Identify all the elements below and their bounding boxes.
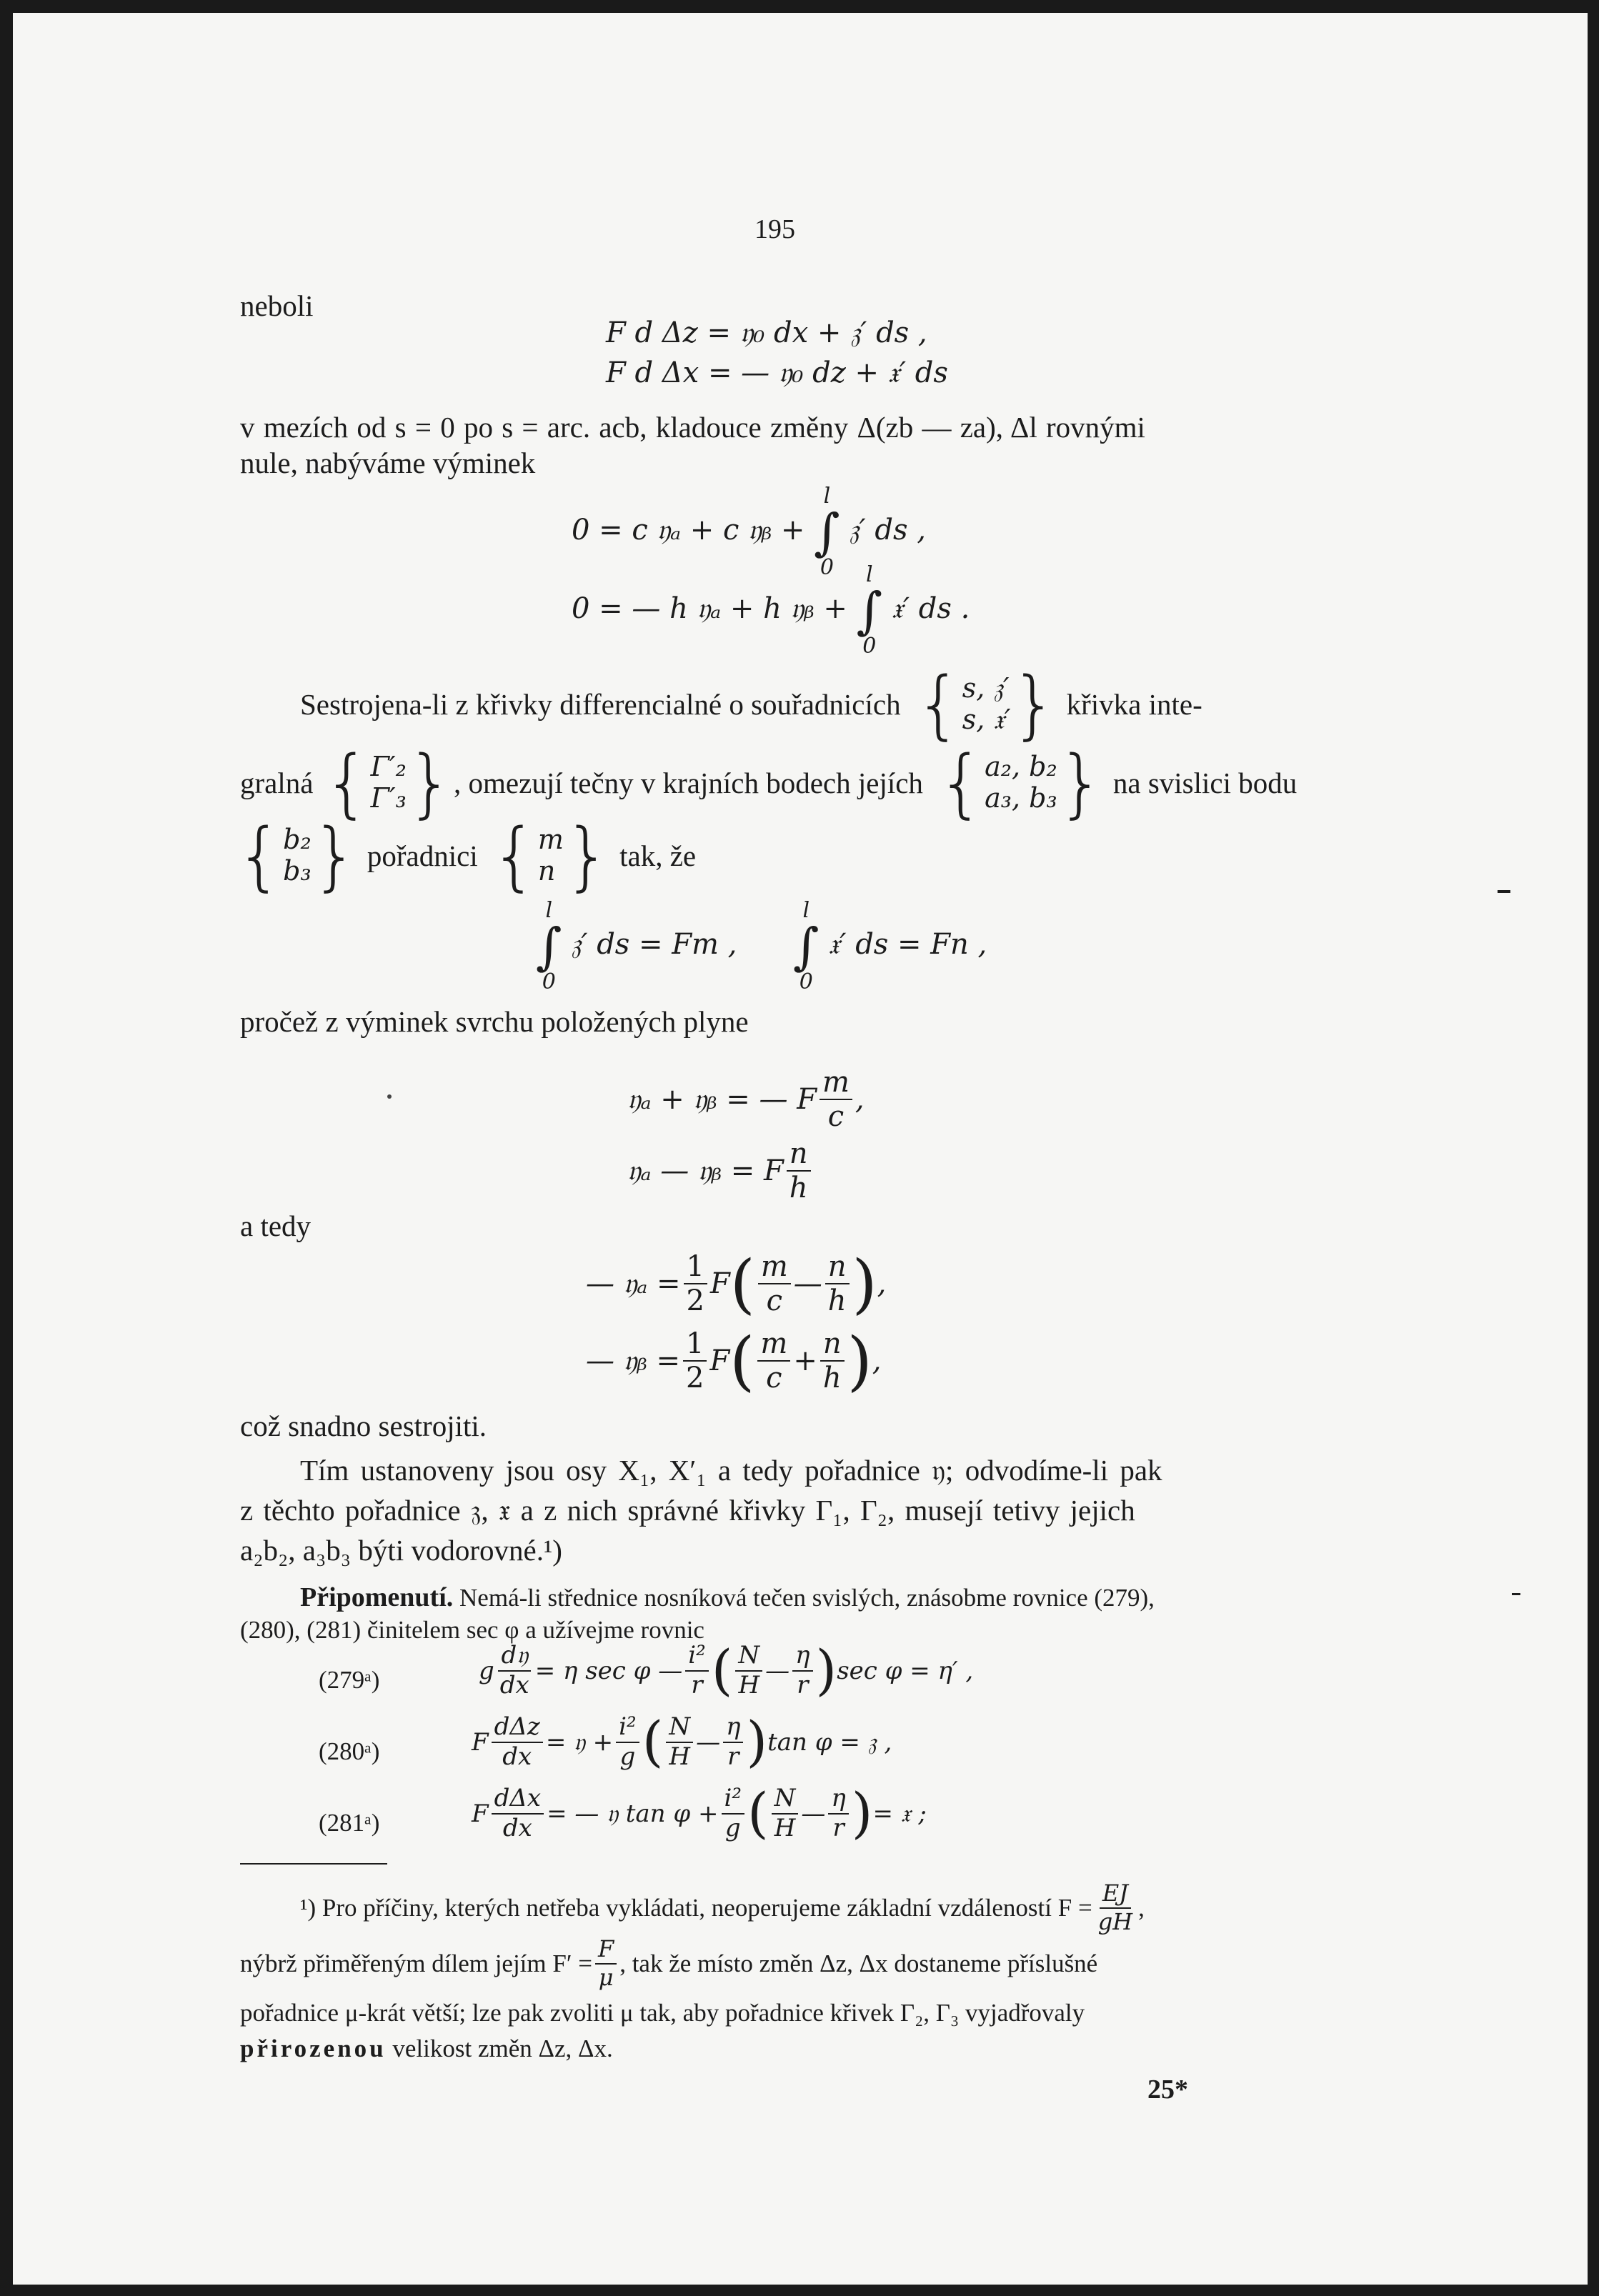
footnote-rule (240, 1863, 387, 1865)
equation-5a-right: 𝔷′ ds = Fm , (571, 928, 737, 961)
text-gralna-b: , omezují tečny v krajních bodech jejích (454, 766, 923, 799)
fraction (820, 1329, 845, 1393)
equation-3-left: 0 = c 𝔶ₐ + c 𝔶ᵦ + (572, 514, 815, 546)
fraction (497, 1643, 532, 1698)
equation-4-left: 0 = — h 𝔶ₐ + h 𝔶ᵦ + (572, 592, 857, 625)
text-a-tedy: a tedy (240, 1209, 312, 1242)
text-tim-line3: a₂b₂, a₃b₃ býti vodorovné.¹) (240, 1534, 562, 1567)
fraction-numerator: EJ (1100, 1882, 1131, 1909)
equation-281a-end: = 𝔵 ; (872, 1799, 927, 1828)
fraction-denominator: r (691, 1670, 703, 1699)
equation-4-right: 𝔵′ ds . (891, 592, 970, 625)
left-paren: ( (747, 1781, 769, 1845)
brace-row-1: m (537, 824, 564, 856)
operator: — (793, 1267, 822, 1300)
fraction (685, 1643, 709, 1698)
text-poradnici: pořadnici (367, 839, 478, 872)
brace-row-1: b₂ (283, 824, 312, 856)
integral-sign: ∫ (856, 582, 883, 640)
left-paren: ( (711, 1638, 733, 1702)
mn-stack (538, 824, 564, 887)
fraction-denominator: h (789, 1172, 808, 1204)
equation-279a (479, 1638, 974, 1702)
fraction (825, 1252, 850, 1316)
equation-6 (627, 1067, 865, 1132)
fraction-numerator: m (758, 1252, 791, 1284)
symbol-F: F (709, 1267, 730, 1300)
fraction (666, 1714, 693, 1770)
fraction-numerator: η (792, 1643, 812, 1672)
left-brace: { (937, 739, 985, 827)
equation-5a (536, 900, 737, 993)
fraction-denominator: H (774, 1813, 796, 1842)
fraction-half (683, 1329, 707, 1393)
equation-279a-end: sec φ = η′ , (837, 1656, 974, 1685)
fraction-numerator: η (828, 1786, 848, 1815)
fraction-numerator: 1 (684, 1252, 707, 1284)
brace-row-2: s, 𝔵′ (962, 704, 1011, 735)
integral-sign: ∫ (536, 917, 562, 976)
integral-lower-limit: 0 (820, 555, 834, 580)
footnote-line2-text-b: , tak že místo změn Δz, Δx dostaneme příslušné (619, 1949, 1098, 1977)
equation-7 (627, 1139, 814, 1203)
fraction-numerator: N (666, 1714, 693, 1743)
text-limits-line1: v mezích od s = 0 po s = arc. acb, kladouce změny Δ(zb — za), Δl rovnými (240, 411, 1145, 444)
fraction (595, 1937, 617, 1990)
fraction (772, 1786, 799, 1841)
left-paren: ( (642, 1709, 664, 1774)
equation-280a-mid: = 𝔶 + (545, 1727, 614, 1757)
footnote-line3: pořadnice μ-krát větší; lze pak zvoliti μ tak, aby pořadnice křivek Γ₂, Γ₃ vyjadřovaly (240, 1999, 1085, 2027)
text-tim-line1: Tím ustanoveny jsou osy X₁, X′₁ a tedy pořadnice 𝔶; odvodíme-li pak (300, 1454, 1162, 1487)
brace-row-2: a₃, b₃ (985, 782, 1057, 814)
fraction (758, 1252, 791, 1316)
equation-280a (472, 1709, 892, 1774)
fraction-denominator: 2 (686, 1284, 704, 1317)
fraction-numerator: N (772, 1786, 799, 1815)
fraction-denominator: dx (502, 1813, 532, 1842)
brace-row-2: Γ′₃ (370, 782, 407, 814)
operator-minus: — (696, 1727, 721, 1757)
left-paren: ( (729, 1323, 755, 1399)
comma: , (1138, 1893, 1145, 1922)
equation-3-right: 𝔷′ ds , (849, 514, 926, 546)
fraction-numerator: i² (685, 1643, 709, 1672)
text-construct-a: Sestrojena-li z křivky differencialné o souřadnicích (300, 687, 901, 721)
fraction-numerator: n (820, 1329, 845, 1362)
coordinate-stack (962, 673, 1011, 735)
integral-upper-limit: l (545, 898, 553, 923)
text-tak-ze: tak, že (619, 839, 697, 872)
text-pripom-line2: (280), (281) činitelem sec φ a užívejme rovnic (240, 1616, 704, 1644)
fraction-numerator: 1 (683, 1329, 707, 1362)
fraction (735, 1643, 762, 1698)
fraction-denominator: 2 (686, 1362, 704, 1394)
fraction-numerator: m (820, 1067, 852, 1100)
equation-281a-mid: = — 𝔶 tan φ + (547, 1799, 719, 1828)
page-number: 195 (754, 214, 795, 244)
fraction-denominator: μ (598, 1963, 614, 1991)
fraction-denominator: r (832, 1813, 845, 1842)
fraction-numerator: dΔx (492, 1786, 544, 1815)
symbol-F: F (709, 1344, 730, 1377)
edge-mark (1512, 1593, 1520, 1595)
edge-mark (1498, 890, 1510, 893)
right-brace: } (1010, 661, 1058, 748)
equation-8-left: — 𝔶ₐ = (586, 1267, 681, 1300)
fraction (828, 1786, 848, 1841)
brace-row-1: a₂, b₂ (985, 751, 1057, 783)
fraction-denominator: c (766, 1284, 783, 1317)
left-brace: { (323, 739, 371, 827)
footnote-emphasis: přirozenou (240, 2035, 387, 2062)
equation-7-left: 𝔶ₐ — 𝔶ᵦ = F (627, 1154, 784, 1187)
equation-280a-end: tan φ = 𝔷 , (767, 1727, 892, 1757)
points-stack (985, 752, 1057, 814)
right-paren: ) (852, 1246, 877, 1322)
equation-4 (572, 564, 970, 657)
brace-row-1: Γ′₂ (370, 751, 407, 783)
fraction-numerator: N (735, 1643, 762, 1672)
text-gralna-c: na svislici bodu (1112, 766, 1297, 799)
fraction-denominator: g (724, 1813, 741, 1842)
fraction-half (684, 1252, 707, 1316)
right-paren: ) (851, 1781, 873, 1845)
right-paren: ) (746, 1709, 768, 1774)
equation-280a-label: (280ᵃ) (319, 1737, 380, 1765)
fraction-numerator: dΔz (492, 1714, 543, 1743)
symbol-F: F (472, 1799, 489, 1828)
left-brace: { (490, 812, 538, 899)
equation-2: F d Δx = — 𝔶₀ dz + 𝔵′ ds (606, 356, 948, 389)
right-brace: } (1057, 739, 1105, 827)
footnote-line4-text: velikost změn Δz, Δx. (386, 2035, 613, 2062)
equation-9 (586, 1323, 882, 1399)
integral-sign: ∫ (793, 917, 820, 976)
fraction-numerator: η (723, 1714, 743, 1743)
text-tim-line2: z těchto pořadnice 𝔷, 𝔵 a z nich správné křivky Γ₁, Γ₂, musejí tetivy jejich (240, 1494, 1135, 1527)
text-limits-line2: nule, nabýváme výminek (240, 446, 536, 479)
fraction-numerator: F (595, 1937, 617, 1965)
brace-row-1: s, 𝔷′ (962, 672, 1010, 704)
symbol-g: g (479, 1656, 494, 1685)
signature-mark: 25* (1147, 2075, 1188, 2105)
fraction-numerator: n (787, 1139, 811, 1172)
brace-row-2: b₃ (283, 855, 312, 887)
footnote-line2-text-a: nýbrž přiměřeným dílem jejím F′ = (240, 1949, 592, 1977)
fraction-denominator: dx (502, 1742, 532, 1771)
gamma-stack (371, 752, 407, 814)
text-coz: což snadno sestrojiti. (240, 1409, 487, 1442)
fraction (787, 1139, 811, 1203)
fraction (820, 1067, 852, 1132)
integral-upper-limit: l (823, 484, 831, 509)
text-gralna-line (240, 739, 1297, 827)
footnote-line1-text: ¹) Pro příčiny, kterých netřeba vykládati, neoperujeme základní vzdáleností F = (300, 1893, 1092, 1922)
fraction (722, 1786, 745, 1841)
fraction (616, 1714, 639, 1770)
integral-lower-limit: 0 (799, 969, 813, 994)
right-paren: ) (815, 1638, 837, 1702)
brace-row-2: n (537, 855, 556, 887)
equation-5b-right: 𝔵′ ds = Fn , (828, 928, 987, 961)
left-paren: ( (729, 1246, 755, 1322)
right-paren: ) (847, 1323, 872, 1399)
remark-heading: Připomenutí. (300, 1582, 454, 1612)
fraction-numerator: d𝔶 (498, 1643, 531, 1672)
text-gralna-a: gralná (240, 766, 314, 799)
right-brace: } (406, 739, 454, 827)
text-procez: pročež z výminek svrchu položených plyne (240, 1005, 749, 1038)
equation-9-left: — 𝔶ᵦ = (586, 1344, 681, 1377)
equation-279a-label: (279ᵃ) (319, 1666, 380, 1694)
text-neboli: neboli (240, 289, 314, 322)
text-pripom-line1 (300, 1582, 1155, 1613)
fraction-denominator: r (797, 1670, 809, 1699)
equation-281a (472, 1781, 927, 1845)
fraction-numerator: m (757, 1329, 790, 1362)
equation-279a-mid: = η sec φ — (534, 1656, 683, 1685)
integral-upper-limit: l (802, 898, 810, 923)
integral-sign: ∫ (814, 503, 840, 561)
fraction-denominator: dx (499, 1670, 529, 1699)
fraction-numerator: i² (616, 1714, 639, 1743)
equation-1: F d Δz = 𝔶₀ dx + 𝔷′ ds , (606, 316, 927, 349)
left-brace: { (915, 661, 962, 748)
comma: , (877, 1267, 887, 1300)
fraction-denominator: gH (1097, 1907, 1133, 1935)
left-brace: { (236, 812, 284, 899)
fraction-denominator: h (822, 1362, 842, 1394)
fraction (1095, 1882, 1135, 1934)
b-stack (283, 824, 312, 887)
integral-lower-limit: 0 (542, 969, 556, 994)
comma: , (872, 1344, 882, 1377)
fraction-denominator: h (827, 1284, 847, 1317)
text-construct-b: křivka inte- (1066, 687, 1202, 721)
fraction (757, 1329, 790, 1393)
fraction-denominator: c (766, 1362, 782, 1394)
operator-minus: — (801, 1799, 826, 1828)
integral-upper-limit: l (866, 562, 873, 587)
operator-minus: — (765, 1656, 790, 1685)
equation-6-end: , (855, 1083, 865, 1116)
equation-281a-label: (281ᵃ) (319, 1809, 380, 1837)
footnote-line2 (240, 1937, 1097, 1990)
symbol-F: F (472, 1727, 489, 1757)
fraction-denominator: c (827, 1100, 845, 1133)
fraction (792, 1643, 812, 1698)
equation-6-left: 𝔶ₐ + 𝔶ᵦ = — F (627, 1083, 817, 1116)
remark-text: Nemá-li střednice nosníková tečen svislých, znásobme rovnice (279), (459, 1584, 1155, 1612)
equation-8 (586, 1246, 887, 1322)
fraction-numerator: i² (722, 1786, 745, 1815)
fraction-denominator: H (669, 1742, 691, 1771)
footnote-line1 (300, 1882, 1145, 1934)
fraction-denominator: H (738, 1670, 760, 1699)
fraction-denominator: g (619, 1742, 636, 1771)
text-construct-line (300, 661, 1202, 748)
fraction (723, 1714, 743, 1770)
equation-5b (793, 900, 987, 993)
right-brace: } (563, 812, 612, 899)
integral-lower-limit: 0 (862, 634, 877, 659)
footnote-line4 (240, 2035, 613, 2063)
operator: + (793, 1344, 817, 1377)
text-poradnici-line (236, 812, 697, 899)
right-brace: } (311, 812, 359, 899)
fraction-numerator: n (825, 1252, 850, 1284)
fraction (492, 1786, 544, 1841)
fraction (492, 1714, 543, 1770)
fraction-denominator: r (727, 1742, 739, 1771)
stray-dot (387, 1094, 392, 1099)
